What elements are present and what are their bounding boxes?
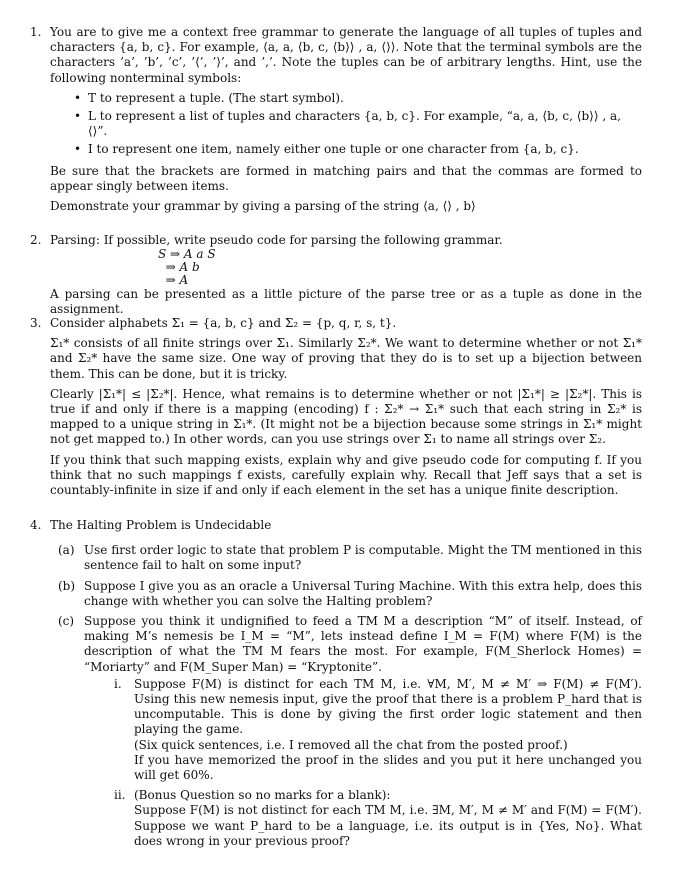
subquestion-c-i	[114, 677, 642, 783]
question-3	[30, 316, 642, 503]
subquestion-c-parts	[114, 677, 642, 849]
paragraph: Clearly |Σ₁*| ≤ |Σ₂*|. Hence, what remains is to determine whether or not |Σ₁*| ≥ |Σ₂*|. This is true if and only if there is a mapping (encoding) f : Σ₂* → Σ₁* such that each string in Σ₂* is mapped to a unique string in Σ₁*. (It might not be a bijection because some strings in Σ₁* might not get mapped to.) In other words, can you use strings over Σ₁ to name all strings over Σ₂.	[50, 386, 642, 447]
subquestion-text: Suppose F(M) is distinct for each TM M, i.e. ∀M, M′, M ≠ M′ ⇒ F(M) ≠ F(M′). Using this new nemesis input, give the proof that there is a problem P_hard that is uncomputable. This is done by giving the first order logic statement and then playing the game.	[134, 676, 642, 737]
subquestion-c-ii	[114, 788, 642, 849]
list-item: • T to represent a tuple. (The start symbol).	[88, 91, 642, 106]
grammar-rules	[158, 248, 642, 287]
paragraph: A parsing can be presented as a little picture of the parse tree or as a tuple as done in the assignment.	[50, 287, 642, 317]
grammar-rule: ⇒ A	[158, 273, 189, 288]
question-number: 1.	[30, 25, 42, 39]
subquestion-label: (b)	[58, 578, 76, 593]
subquestion-text: Suppose you think it undignified to feed a TM M a description “M” of itself. Instead, of making M’s nemesis be I_M = “M”, lets instead define I_M = F(M) where F(M) is the description of what the TM M fears the most. For example, F(M_Sherlock Homes) = “Moriarty” and F(M_Super Man) = “Kryptonite”.	[84, 614, 642, 674]
subquestion-note: (Six quick sentences, i.e. I removed all the chat from the posted proof.)	[134, 737, 568, 752]
question-2-intro: Parsing: If possible, write pseudo code for parsing the following grammar.	[50, 233, 503, 247]
subquestion-text: Suppose I give you as an oracle a Universal Turing Machine. With this extra help, does this change with whether you can solve the Halting problem?	[84, 578, 642, 608]
subquestion-c	[58, 614, 642, 849]
question-4	[30, 518, 642, 854]
paragraph: Demonstrate your grammar by giving a parsing of the string ⟨a, ⟨⟩ , b⟩	[50, 199, 476, 214]
question-number: 4.	[30, 518, 42, 532]
subquestion-label: (a)	[58, 543, 75, 558]
subquestion-text: Suppose F(M) is not distinct for each TM M, i.e. ∃M, M′, M ≠ M′ and F(M) = F(M′). Suppose we want P_hard to be a language, i.e. its output is in {Yes, No}. What does wrong in your previous proof?	[134, 803, 642, 848]
subquestion-text: (Bonus Question so no marks for a blank):	[134, 788, 391, 803]
question-2	[30, 233, 642, 323]
subquestion-a	[58, 543, 642, 573]
question-1-intro: You are to give me a context free grammar to generate the language of all tuples of tuples and characters {a, b, c}. For example, ⟨a, a, ⟨b, c, ⟨b⟩⟩ , a, ⟨⟩⟩. Note that the terminal symbols are the characters ’a’, ’b’, ’c’, ’⟨’, ’⟩’, and ’,’. Note the tuples can be of arbitrary lengths. Hint, use the following nonterminal symbols:	[50, 25, 642, 85]
subquestion-b	[58, 579, 642, 609]
subquestion-label: i.	[114, 676, 122, 691]
question-3-intro: Consider alphabets Σ₁ = {a, b, c} and Σ₂ = {p, q, r, s, t}.	[50, 316, 397, 330]
subquestion-text: Use first order logic to state that problem P is computable. Might the TM mentioned in this sentence fail to halt on some input?	[84, 543, 642, 573]
subquestion-label: (c)	[58, 614, 75, 629]
question-number: 3.	[30, 316, 42, 330]
list-item: • I to represent one item, namely either one tuple or one character from {a, b, c}.	[88, 142, 642, 157]
grammar-rule: S ⇒ A a S	[158, 247, 216, 262]
question-number: 2.	[30, 233, 42, 247]
paragraph: Σ₁* consists of all finite strings over Σ₁. Similarly Σ₂*. We want to determine whether or not Σ₁* and Σ₂* have the same size. One way of proving that they do is to set up a bijection between them. This can be done, but it is tricky.	[50, 336, 642, 381]
subquestion-note: If you have memorized the proof in the slides and you put it here unchanged you will get 60%.	[134, 752, 642, 783]
subquestions	[58, 543, 642, 849]
question-1	[30, 25, 642, 219]
paragraph: If you think that such mapping exists, explain why and give pseudo code for computing f. If you think that no such mappings f exists, carefully explain why. Recall that Jeff says that a set is countably-infinite in size if and only if each element in the set has a unique finite description.	[50, 452, 642, 498]
subquestion-label: ii.	[114, 788, 126, 803]
grammar-rule: ⇒ A b	[158, 260, 200, 275]
paragraph: Be sure that the brackets are formed in matching pairs and that the commas are formed to appear singly between items.	[50, 163, 642, 193]
nonterminal-list	[50, 91, 642, 158]
question-4-title: The Halting Problem is Undecidable	[50, 518, 272, 532]
list-item: • L to represent a list of tuples and characters {a, b, c}. For example, “a, a, ⟨b, c, ⟨b⟩⟩ , a, ⟨⟩”.	[88, 109, 642, 139]
